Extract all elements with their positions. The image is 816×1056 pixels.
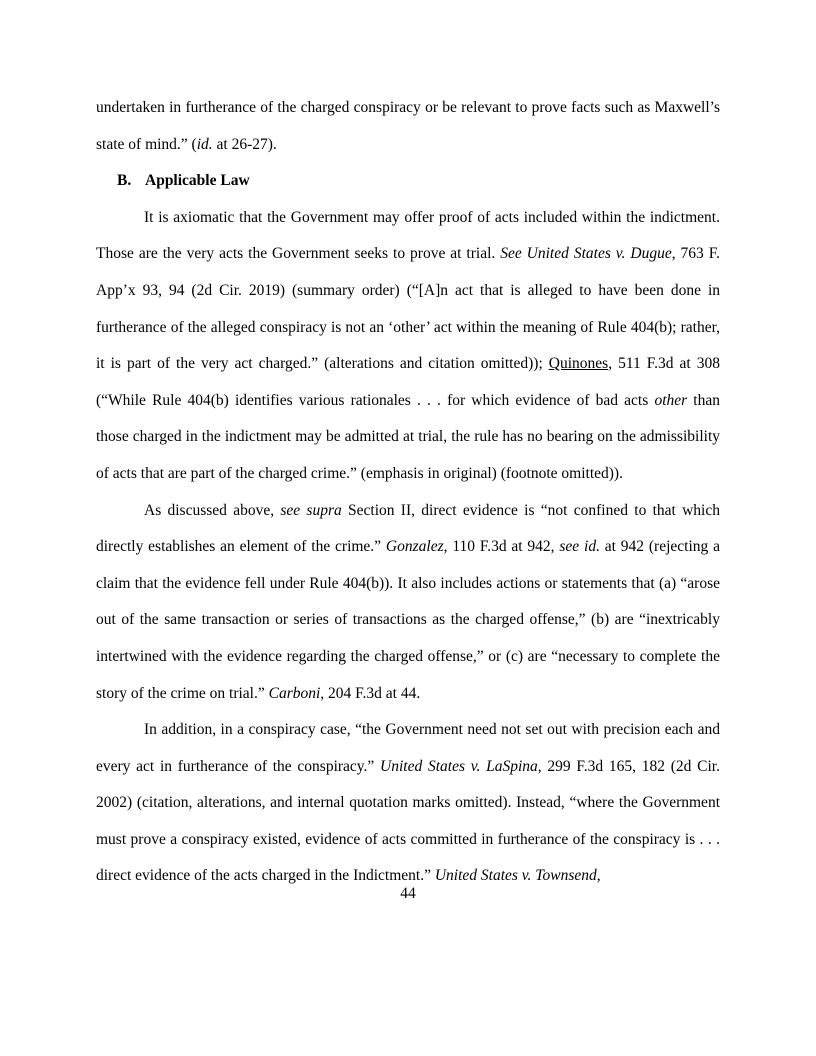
section-heading bbox=[96, 163, 720, 200]
section-title: Applicable Law bbox=[145, 172, 250, 190]
paragraph-continuation bbox=[96, 90, 720, 163]
page-number: 44 bbox=[400, 885, 416, 902]
citation-id: id. bbox=[196, 135, 213, 153]
citation-dugue: See United States v. Dugue bbox=[500, 245, 672, 263]
text-run: , 204 F.3d at 44. bbox=[320, 684, 421, 702]
text-run: at 942 (rejecting a claim that the evidence fell under Rule 404(b)). It also includes actions or statements that (a) “arose out of the same transaction or series of transactions as the charged offense,” (b) are “inextricably intertwined with the evidence regarding the charged offense,” or (c) are “necessary to complete the story of the crime on trial.” bbox=[96, 538, 720, 702]
section-letter: B. bbox=[117, 172, 132, 190]
text-run: , 299 F.3d 165, 182 (2d Cir. 2002) (citation, alterations, and internal quotation marks omitted). Instead, “where the Government must prove a conspiracy existed, evidence of acts committed in furtherance of the conspiracy is . . . direct evidence of the acts charged in the Indictment.” bbox=[96, 757, 720, 885]
citation-see-id: see id. bbox=[559, 538, 600, 556]
paragraph-direct-evidence bbox=[96, 493, 720, 713]
citation-townsend: United States v. Townsend bbox=[434, 867, 597, 885]
citation-gonzalez: Gonzalez bbox=[385, 538, 444, 556]
text-run: It is axiomatic that the Government may offer proof of acts included within the indictment. Those are the very acts the Government seeks to prove at trial. bbox=[96, 208, 720, 263]
text-run: , 511 F.3d at 308 (“While Rule 404(b) identifies various rationales . . . for which evidence of bad acts bbox=[96, 355, 720, 409]
text-run: In addition, in a conspiracy case, “the Government need not set out with precision each and every act in furtherance of the conspiracy.” bbox=[96, 721, 720, 775]
text-run: , 110 F.3d at 942, bbox=[443, 538, 560, 556]
text-run: , 763 F. App’x 93, 94 (2d Cir. 2019) (summary order) (“[A]n act that is alleged to have been done in furtherance of the alleged conspiracy is not an ‘other’ act within the meaning of Rule 404(b); rather, it is part of the very act charged.” (alterations and citation omitted)); bbox=[96, 245, 720, 373]
text-run: than those charged in the indictment may be admitted at trial, the rule has no bearing on the admissibility of acts that are part of the charged crime.” (emphasis in original) (footnote omitted)). bbox=[96, 391, 720, 482]
text-run: , bbox=[596, 867, 601, 885]
citation-quinones: Quinones bbox=[548, 355, 609, 373]
text-run: As discussed above, bbox=[144, 501, 281, 519]
document-page bbox=[96, 90, 720, 895]
citation-see-supra: see supra bbox=[280, 501, 342, 519]
emphasis-other: other bbox=[654, 391, 688, 409]
text-run: at 26-27). bbox=[212, 135, 277, 153]
text-run: undertaken in furtherance of the charged conspiracy or be relevant to prove facts such as Maxwell’s state of mind.” ( bbox=[96, 99, 720, 153]
citation-laspina: United States v. LaSpina bbox=[380, 757, 538, 775]
text-run: Section II, direct evidence is “not confined to that which directly establishes an element of the crime.” bbox=[96, 501, 720, 556]
citation-carboni: Carboni bbox=[268, 684, 321, 702]
paragraph-applicable-law bbox=[96, 200, 720, 493]
paragraph-conspiracy bbox=[96, 712, 720, 895]
